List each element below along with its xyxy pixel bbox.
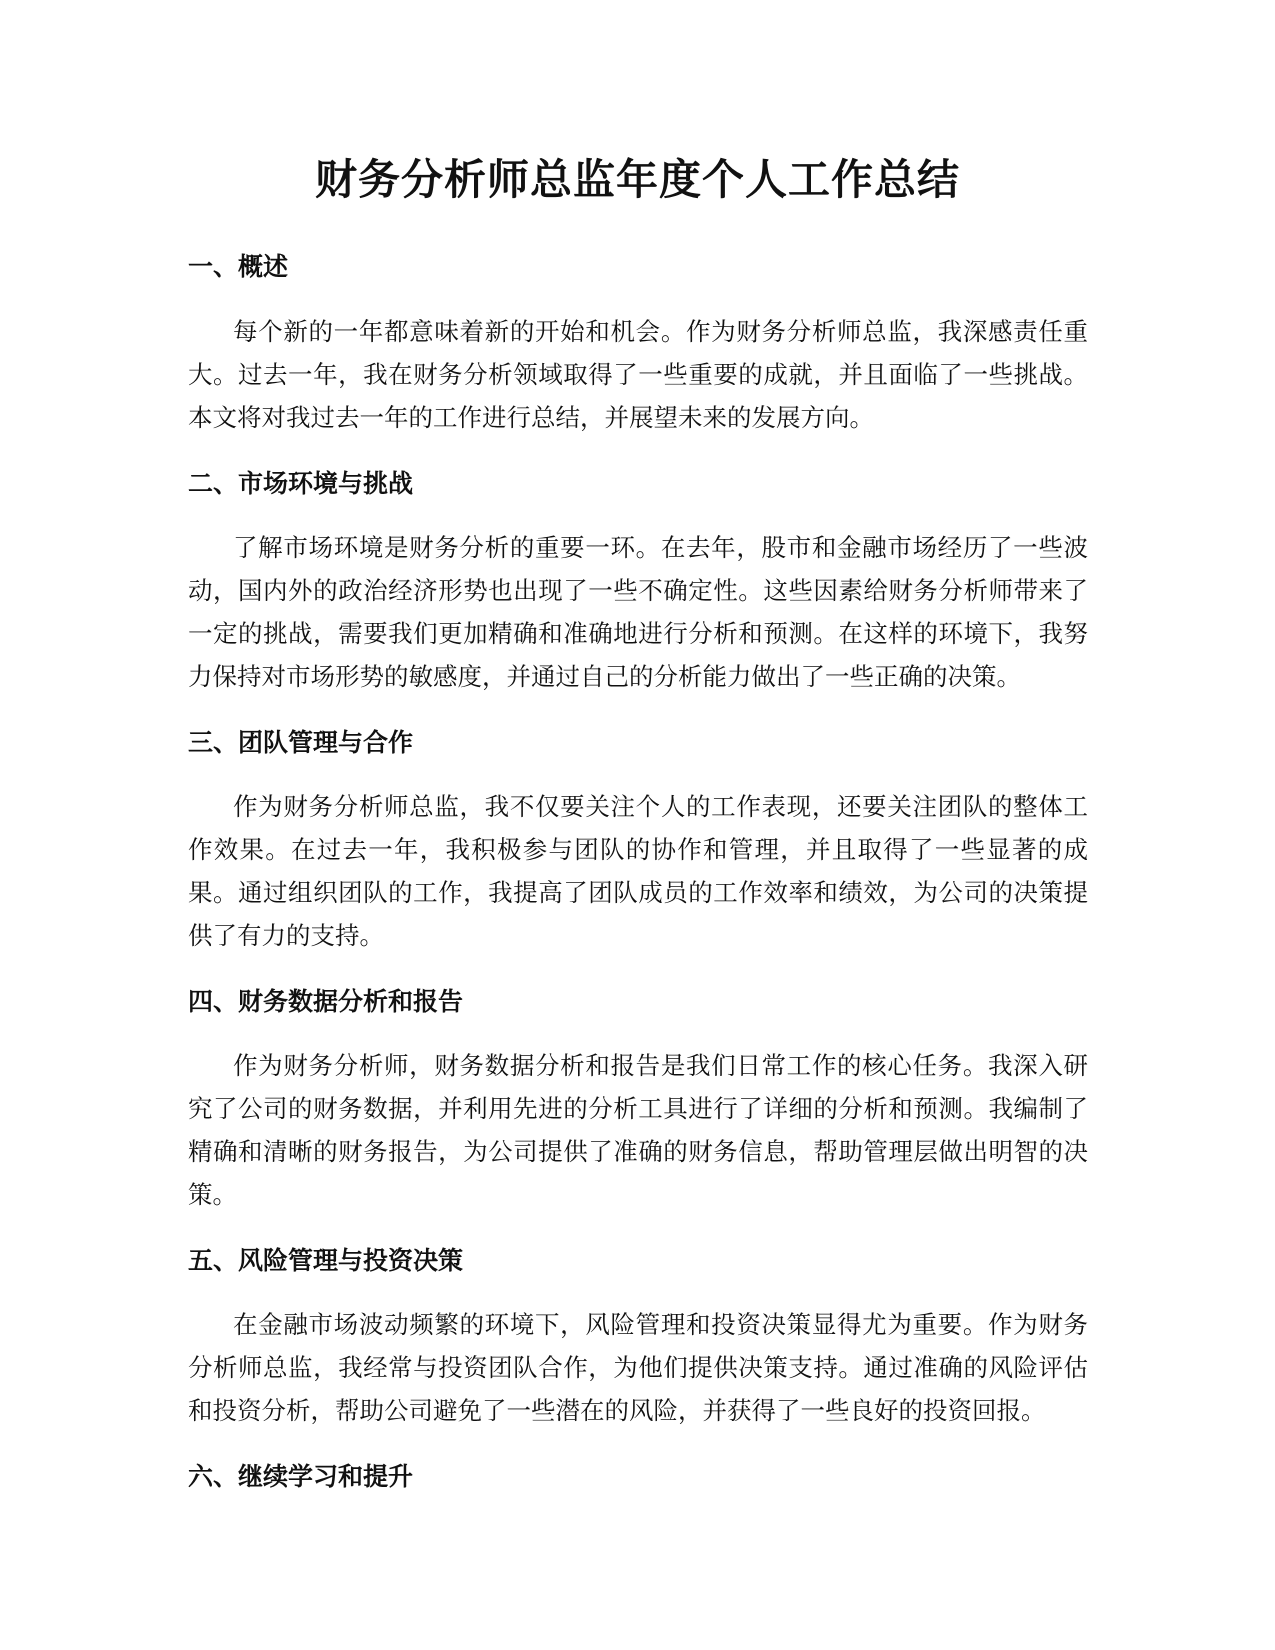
section-heading-learning: 六、继续学习和提升 (188, 1462, 414, 1491)
section-body-market: 了解市场环境是财务分析的重要一环。在去年，股市和金融市场经历了一些波动，国内外的政治经济形势也出现了一些不确定性。这些因素给财务分析师带来了一定的挑战，需要我们更加精确和准确地进行分析和预测。在这样的环境下，我努力保持对市场形势的敏感度，并通过自己的分析能力做出了一些正确的决策。 (188, 533, 1088, 691)
section-body-data-analysis: 作为财务分析师，财务数据分析和报告是我们日常工作的核心任务。我深入研究了公司的财务数据，并利用先进的分析工具进行了详细的分析和预测。我编制了精确和清晰的财务报告，为公司提供了准确的财务信息，帮助管理层做出明智的决策。 (188, 1051, 1088, 1209)
section-body-risk: 在金融市场波动频繁的环境下，风险管理和投资决策显得尤为重要。作为财务分析师总监，我经常与投资团队合作，为他们提供决策支持。通过准确的风险评估和投资分析，帮助公司避免了一些潜在的风险，并获得了一些良好的投资回报。 (188, 1310, 1088, 1425)
section-heading-market: 二、市场环境与挑战 (188, 469, 414, 498)
section-heading-team: 三、团队管理与合作 (188, 728, 414, 757)
section-body-overview: 每个新的一年都意味着新的开始和机会。作为财务分析师总监，我深感责任重大。过去一年，我在财务分析领域取得了一些重要的成就，并且面临了一些挑战。本文将对我过去一年的工作进行总结，并展望未来的发展方向。 (188, 317, 1088, 432)
section-heading-risk: 五、风险管理与投资决策 (188, 1246, 464, 1275)
section-heading-overview: 一、概述 (188, 252, 289, 281)
document-title: 财务分析师总监年度个人工作总结 (314, 155, 960, 204)
section-heading-data-analysis: 四、财务数据分析和报告 (188, 987, 464, 1016)
section-body-team: 作为财务分析师总监，我不仅要关注个人的工作表现，还要关注团队的整体工作效果。在过去一年，我积极参与团队的协作和管理，并且取得了一些显著的成果。通过组织团队的工作，我提高了团队成员的工作效率和绩效，为公司的决策提供了有力的支持。 (188, 792, 1088, 950)
